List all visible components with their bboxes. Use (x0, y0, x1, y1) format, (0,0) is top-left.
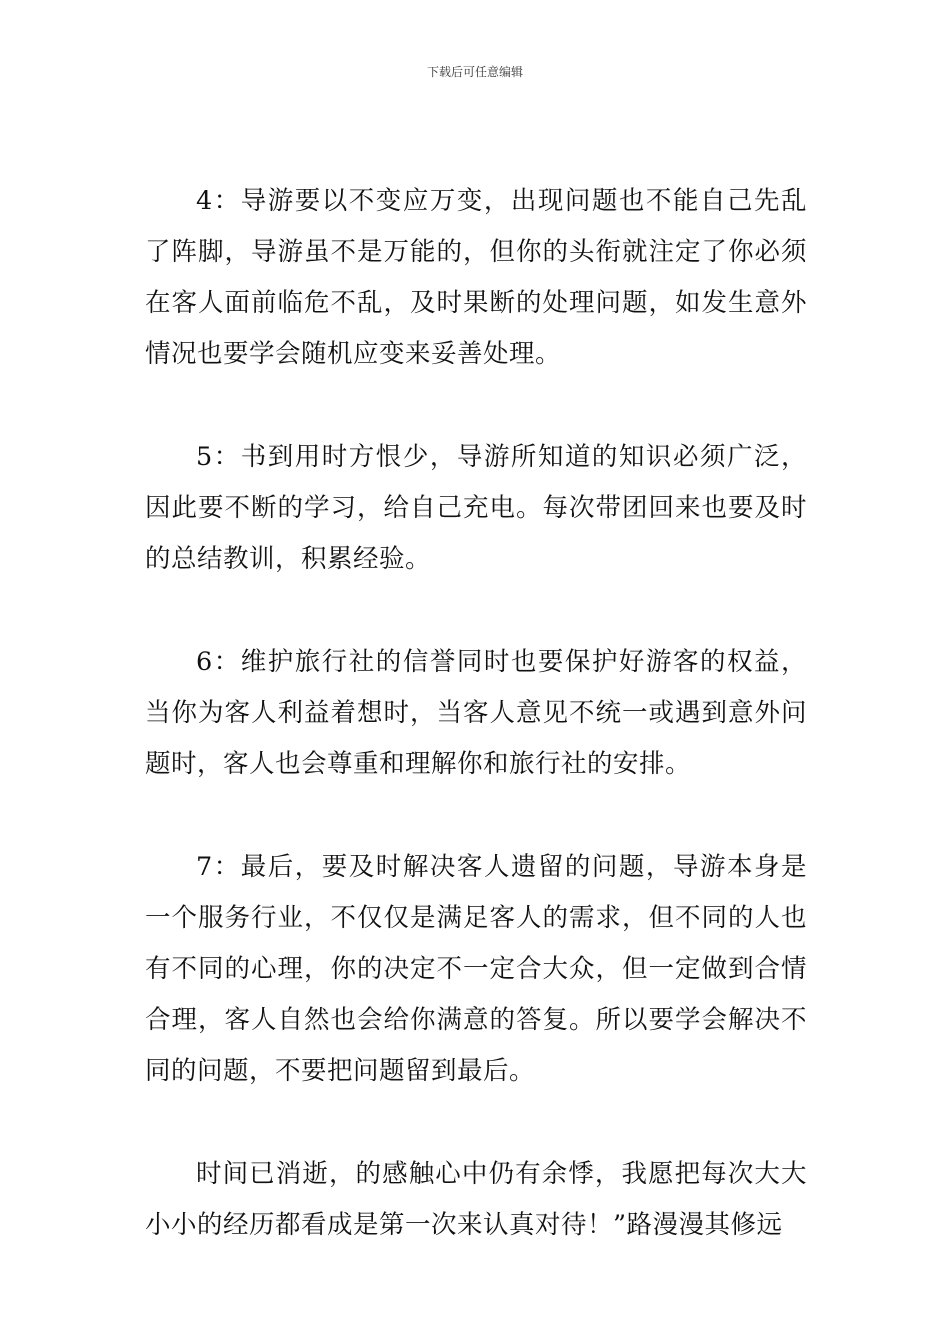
document-body (145, 176, 807, 1303)
paragraph-item-4: 4：导游要以不变应万变，出现问题也不能自己先乱了阵脚，导游虽不是万能的，但你的头衔就注定了你必须在客人面前临危不乱，及时果断的处理问题，如发生意外情况也要学会随机应变来妥善处理。 (145, 186, 807, 369)
paragraph-item-7: 7：最后，要及时解决客人遗留的问题，导游本身是一个服务行业，不仅仅是满足客人的需求，但不同的人也有不同的心理，你的决定不一定合大众，但一定做到合情合理，客人自然也会给你满意的答复。所以要学会解决不同的问题，不要把问题留到最后。 (145, 852, 807, 1086)
paragraph-item-6: 6：维护旅行社的信誉同时也要保护好游客的权益，当你为客人利益着想时，当客人意见不统一或遇到意外问题时，客人也会尊重和理解你和旅行社的安排。 (145, 647, 807, 779)
paragraph-item-5: 5：书到用时方恨少，导游所知道的知识必须广泛，因此要不断的学习，给自己充电。每次带团回来也要及时的总结教训，积累经验。 (145, 442, 807, 574)
paragraph-closing: 时间已消逝，的感触心中仍有余悸，我愿把每次大大小小的经历都看成是第一次来认真对待！”路漫漫其修远 (145, 1159, 807, 1240)
page-header-note: 下载后可任意编辑 (426, 65, 523, 79)
